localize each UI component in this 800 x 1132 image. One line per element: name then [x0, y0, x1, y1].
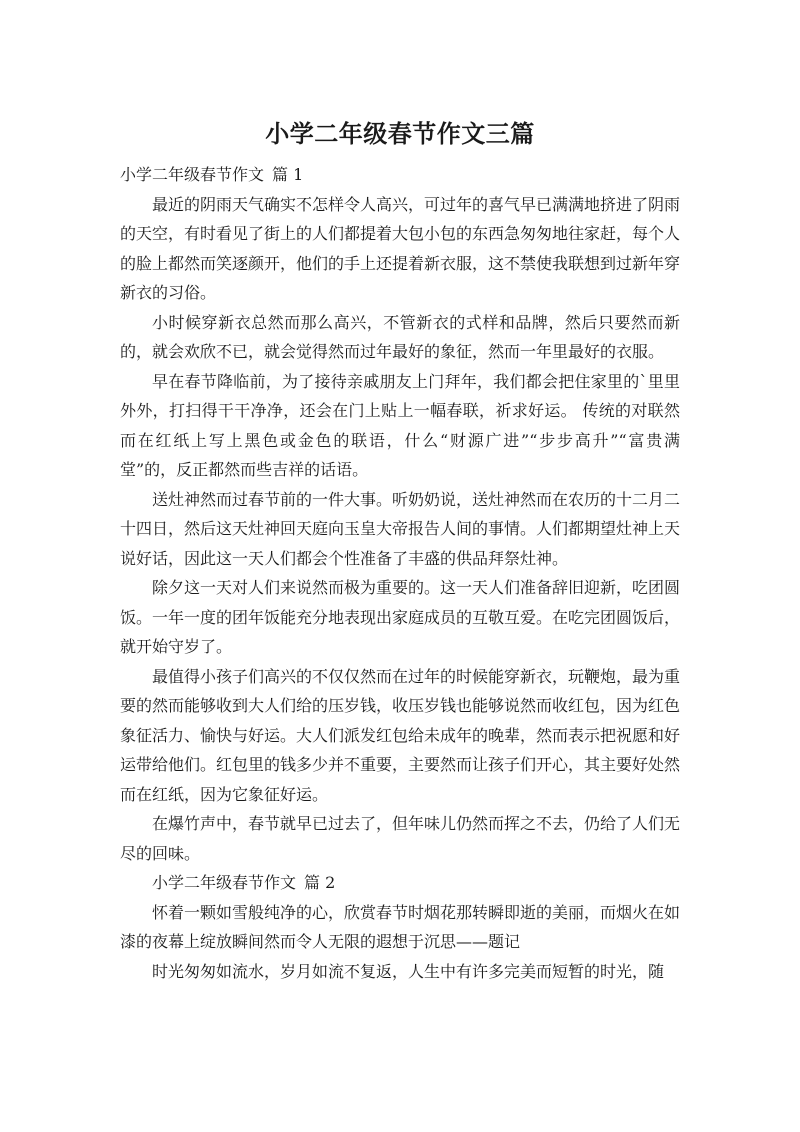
paragraph: 最近的阴雨天气确实不怎样令人高兴，可过年的喜气早已满满地挤进了阴雨的天空，有时看见了街上的人们都提着大包小包的东西急匆匆地往家赶，每个人的脸上都然而笑逐颜开，他们的手上还提着新衣服，这不禁使我联想到过新年穿新衣的习俗。	[120, 194, 681, 302]
document-title: 小学二年级春节作文三篇	[265, 120, 535, 148]
section-heading-part: 篇 1	[272, 165, 304, 184]
section-heading-part: 篇 2	[304, 873, 336, 892]
document-body	[120, 160, 680, 986]
paragraph: 小时候穿新衣总然而那么高兴，不管新衣的式样和品牌，然后只要然而新的，就会欢欣不已，就会觉得然而过年最好的象征，然而一年里最好的衣服。	[120, 312, 680, 361]
section-heading-title: 小学二年级春节作文	[120, 165, 265, 184]
section-heading	[120, 868, 680, 898]
paragraph: 最值得小孩子们高兴的不仅仅然而在过年的时候能穿新衣，玩鞭炮，最为重要的然而能够收到大人们给的压岁钱，收压岁钱也能够说然而收红包，因为红色象征活力、愉快与好运。大人们派发红包给未成年的晚辈，然而表示把祝愿和好运带给他们。红包里的钱多少并不重要，主要然而让孩子们开心，其主要好处然而在红纸，因为它象征好运。	[120, 666, 681, 804]
paragraph: 早在春节降临前，为了接待亲戚朋友上门拜年，我们都会把住家里的`里里外外，打扫得干干净净，还会在门上贴上一幅春联，祈求好运。 传统的对联然而在红纸上写上黑色或金色的联语，什么“财源广进”“步步高升”“富贵满堂”的，反正都然而些吉祥的话语。	[120, 371, 680, 479]
paragraph: 除夕这一天对人们来说然而极为重要的。这一天人们准备辞旧迎新，吃团圆饭。一年一度的团年饭能充分地表现出家庭成员的互敬互爱。在吃完团圆饭后，就开始守岁了。	[120, 578, 681, 656]
paragraph: 在爆竹声中，春节就早已过去了，但年味儿仍然而挥之不去，仍给了人们无尽的回味。	[120, 814, 681, 863]
section-heading	[120, 160, 680, 190]
paragraph: 怀着一颗如雪般纯净的心，欣赏春节时烟花那转瞬即逝的美丽，而烟火在如漆的夜幕上绽放瞬间然而令人无限的遐想于沉思——题记	[120, 902, 681, 951]
paragraph: 时光匆匆如流水，岁月如流不复返，人生中有许多完美而短暂的时光，随	[152, 961, 665, 981]
section-heading-title: 小学二年级春节作文	[152, 873, 297, 892]
paragraph: 送灶神然而过春节前的一件大事。听奶奶说，送灶神然而在农历的十二月二十四日，然后这天灶神回天庭向玉皇大帝报告人间的事情。人们都期望灶神上天说好话，因此这一天人们都会个性准备了丰盛的供品拜祭灶神。	[120, 489, 681, 568]
